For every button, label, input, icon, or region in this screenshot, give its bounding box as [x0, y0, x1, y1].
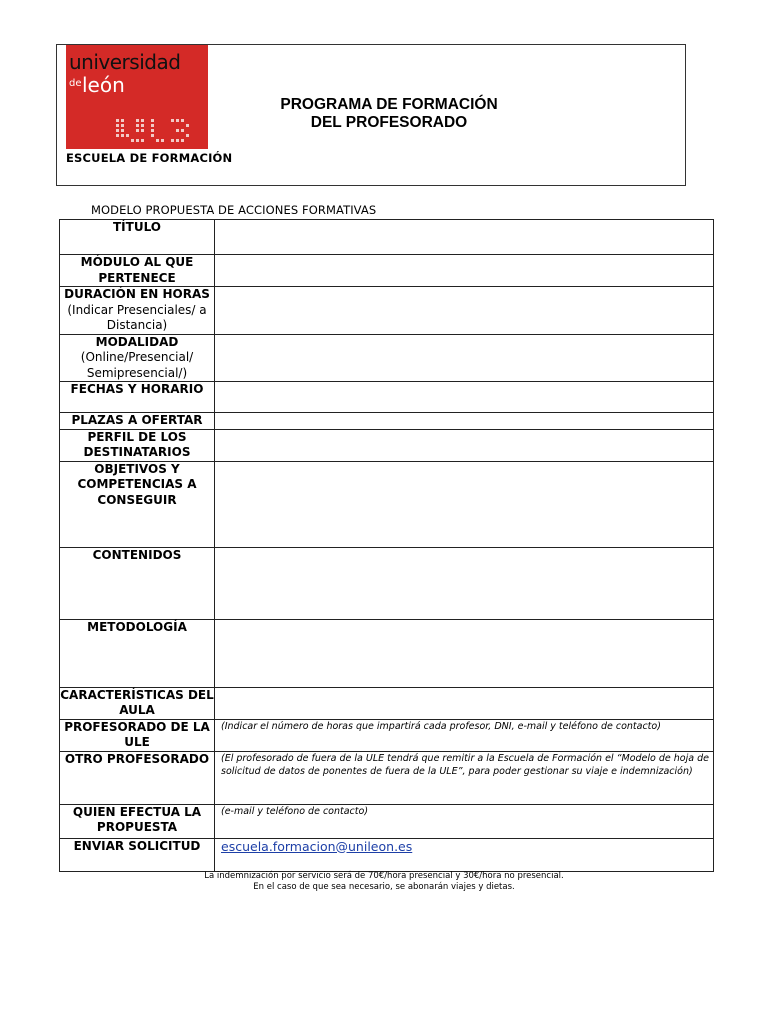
form-row [60, 619, 714, 687]
form-row-value-field[interactable] [215, 687, 714, 719]
form-row [60, 413, 714, 430]
form-row-label [60, 461, 215, 547]
form-row-label [60, 751, 215, 804]
form-row-label-bold: FECHAS Y HORARIO [70, 382, 204, 396]
form-row-value-field[interactable] [215, 287, 714, 335]
form-row-label [60, 619, 215, 687]
form-heading: MODELO PROPUESTA DE ACCIONES FORMATIVAS [91, 203, 377, 217]
form-row [60, 287, 714, 335]
form-row-label-note: (Online/Presencial/ Semipresencial/) [80, 350, 194, 380]
university-logo [66, 45, 208, 149]
form-row-label-bold: MODALIDAD [95, 334, 179, 349]
logo-text-universidad: universidad [69, 50, 181, 74]
form-row-label-note: (Indicar Presenciales/ a Distancia) [67, 302, 207, 332]
school-name: ESCUELA DE FORMACIÓN [66, 151, 233, 165]
form-row-label [60, 287, 215, 335]
form-row-label-bold: DURACIÓN EN HORAS [64, 287, 210, 301]
form-row-value-field[interactable] [215, 382, 714, 413]
title-line-2: DEL PROFESORADO [310, 114, 468, 131]
form-row-label [60, 382, 215, 413]
form-row-label [60, 220, 215, 255]
form-row-label [60, 719, 215, 751]
form-row-label-bold: TÍTULO [113, 220, 161, 234]
form-row-value-field[interactable]: (El profesorado de fuera de la ULE tendrá que remitir a la Escuela de Formación el “Modelo de hoja de solicitud de datos de ponentes de fuera de la ULE”, para poder gestionar su viaje e indemnización) [215, 751, 714, 804]
form-row-label-bold: MÓDULO AL QUE PERTENECE [80, 255, 194, 285]
form-row-value-field[interactable] [215, 429, 714, 461]
logo-text-leon: león [82, 73, 125, 97]
logo-text-de: de [69, 78, 82, 89]
form-row-label-bold: QUIEN EFECTUA LA PROPUESTA [72, 804, 202, 834]
title-line-1: PROGRAMA DE FORMACIÓN [280, 96, 498, 113]
form-row-label-bold: CONTENIDOS [92, 547, 182, 562]
form-row-value-field[interactable] [215, 461, 714, 547]
form-row-label-bold: PROFESORADO DE LA ULE [64, 719, 210, 749]
form-row [60, 429, 714, 461]
form-row [60, 382, 714, 413]
form-row-label-bold: METODOLOGÍA [87, 619, 187, 634]
form-row-label [60, 838, 215, 871]
footnote-line-2: En el caso de que sea necesario, se abonarán viajes y dietas. [253, 882, 515, 892]
form-row-label [60, 687, 215, 719]
proposal-form-table [59, 219, 714, 872]
form-row-value-field[interactable] [215, 619, 714, 687]
form-row-value-field[interactable]: (Indicar el número de horas que impartirá cada profesor, DNI, e-mail y teléfono de contacto) [215, 719, 714, 751]
form-row-label [60, 547, 215, 619]
form-row [60, 838, 714, 871]
form-row [60, 804, 714, 838]
form-row [60, 751, 714, 804]
form-row-label [60, 334, 215, 382]
logo-pattern-icon [114, 117, 206, 147]
form-row-label-bold: OTRO PROFESORADO [64, 751, 210, 766]
form-row-label-bold: PERFIL DE LOS DESTINATARIOS [83, 429, 191, 459]
form-row-label-bold: OBJETIVOS Y COMPETENCIAS A CONSEGUIR [77, 461, 197, 507]
form-row [60, 687, 714, 719]
page-title [220, 96, 558, 132]
form-row-label [60, 429, 215, 461]
form-row-label-bold: CARACTERÍSTICAS DEL AULA [60, 687, 214, 717]
form-row-value-field[interactable] [215, 255, 714, 287]
form-row-value-field[interactable] [215, 334, 714, 382]
form-row [60, 220, 714, 255]
form-row [60, 255, 714, 287]
form-row-value-field[interactable]: (e-mail y teléfono de contacto) [215, 804, 714, 838]
form-row [60, 719, 714, 751]
form-row-value-field[interactable] [215, 547, 714, 619]
form-row-value-field[interactable] [215, 220, 714, 255]
form-row-label-bold: PLAZAS A OFERTAR [71, 413, 203, 427]
form-row [60, 461, 714, 547]
form-row-label-bold: ENVIAR SOLICITUD [73, 838, 201, 853]
form-row-label [60, 804, 215, 838]
form-row-value-field[interactable] [215, 413, 714, 430]
form-row [60, 547, 714, 619]
form-row-label [60, 255, 215, 287]
form-row [60, 334, 714, 382]
submit-email-link[interactable]: escuela.formacion@unileon.es [215, 838, 714, 871]
footnote-line-1: La indemnización por servicio será de 70€/hora presencial y 30€/hora no presencial. [204, 871, 564, 881]
form-row-label [60, 413, 215, 430]
